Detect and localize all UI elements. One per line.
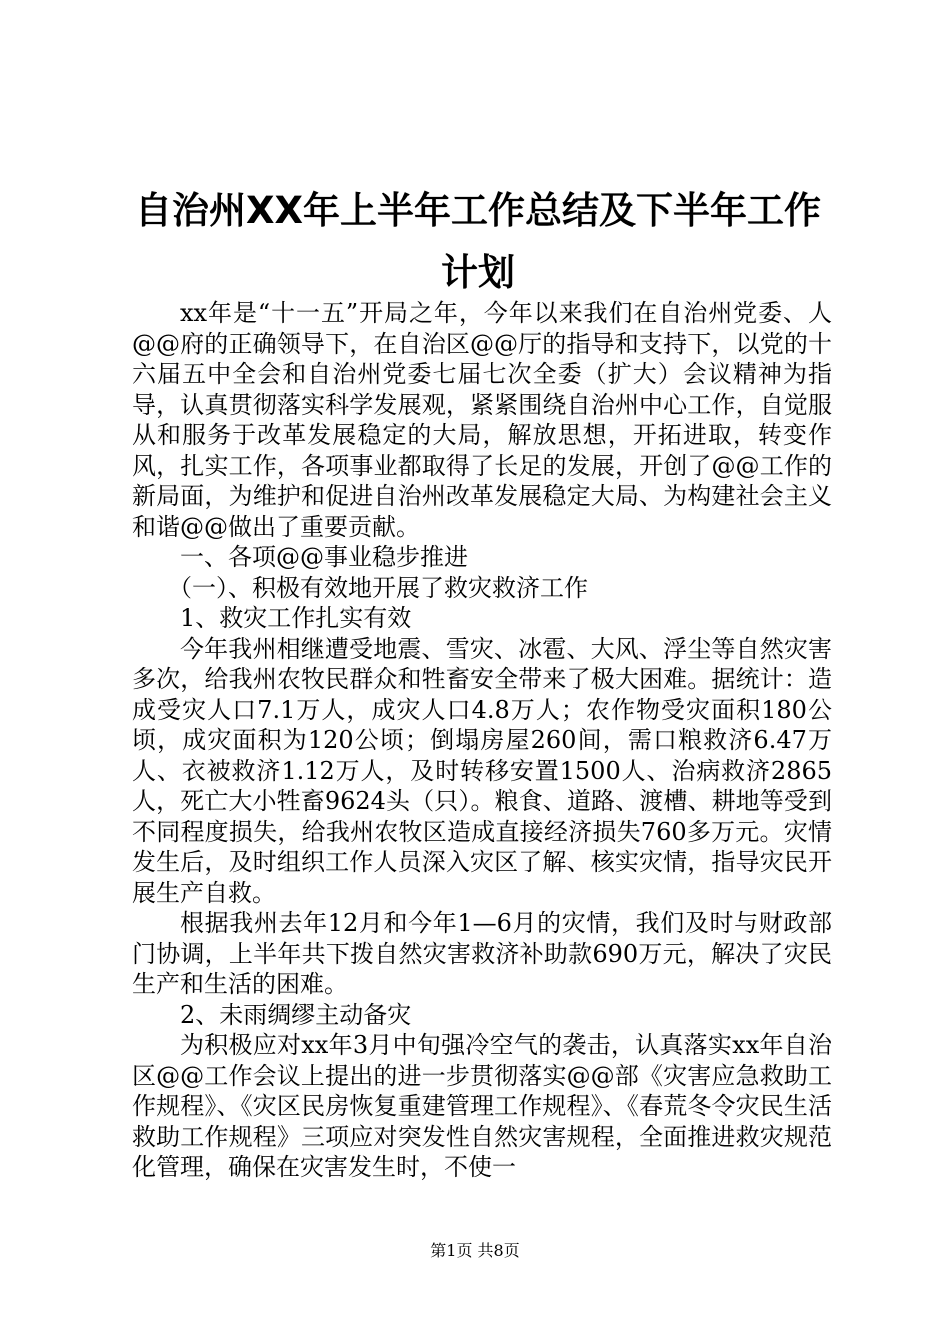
paragraph-disaster-stats: 今年我州相继遭受地震、雪灾、冰雹、大风、浮尘等自然灾害多次，给我州农牧民群众和牲畜安全带来了极大困难。据统计：造成受灾人口7.1万人，成灾人口4.8万人；农作物受灾面积180公顷，成灾面积为120公顷；倒塌房屋260间，需口粮救济6.47万人、衣被救济1.12万人，及时转移安置1500人、治病救济2865人，死亡大小牲畜9624头（只）。粮食、道路、渡槽、耕地等受到不同程度损失，给我州农牧区造成直接经济损失760多万元。灾情发生后，及时组织工作人员深入灾区了解、核实灾情，指导灾民开展生产自救。	[132, 634, 832, 907]
page-footer: 第1页 共8页	[430, 1241, 520, 1260]
subsection-heading: （一）、积极有效地开展了救灾救济工作	[168, 573, 588, 602]
paragraph-relief-funds: 根据我州去年12月和今年1—6月的灾情，我们及时与财政部门协调，上半年共下拨自然灾害救济补助款690万元，解决了灾民生产和生活的困难。	[132, 909, 832, 998]
document-title: 自治州XX年上半年工作总结及下半年工作计划	[134, 189, 822, 294]
item-heading: 1、救灾工作扎实有效	[180, 604, 412, 632]
document-body	[132, 298, 832, 1183]
paragraph-intro: xx年是“十一五”开局之年，今年以来我们在自治州党委、人@@府的正确领导下，在自治区@@厅的指导和支持下，以党的十六届五中全会和自治州党委七届七次全委（扩大）会议精神为指导，认真贯彻落实科学发展观，紧紧围绕自治州中心工作，自觉服从和服务于改革发展稳定的大局，解放思想，开拓进取，转变作风，扎实工作，各项事业都取得了长足的发展，开创了@@工作的新局面，为维护和促进自治州改革发展稳定大局、为构建社会主义和谐@@做出了重要贡献。	[132, 299, 832, 541]
item-heading: 2、未雨绸缪主动备灾	[180, 1000, 412, 1029]
section-heading: 一、各项@@事业稳步推进	[180, 543, 468, 571]
paragraph-preparedness: 为积极应对xx年3月中旬强冷空气的袭击，认真落实xx年自治区@@工作会议上提出的进一步贯彻落实@@部《灾害应急救助工作规程》、《灾区民房恢复重建管理工作规程》、《春荒冬令灾民生活救助工作规程》三项应对突发性自然灾害规程，全面推进救灾规范化管理，确保在灾害发生时，不使一	[132, 1031, 832, 1181]
